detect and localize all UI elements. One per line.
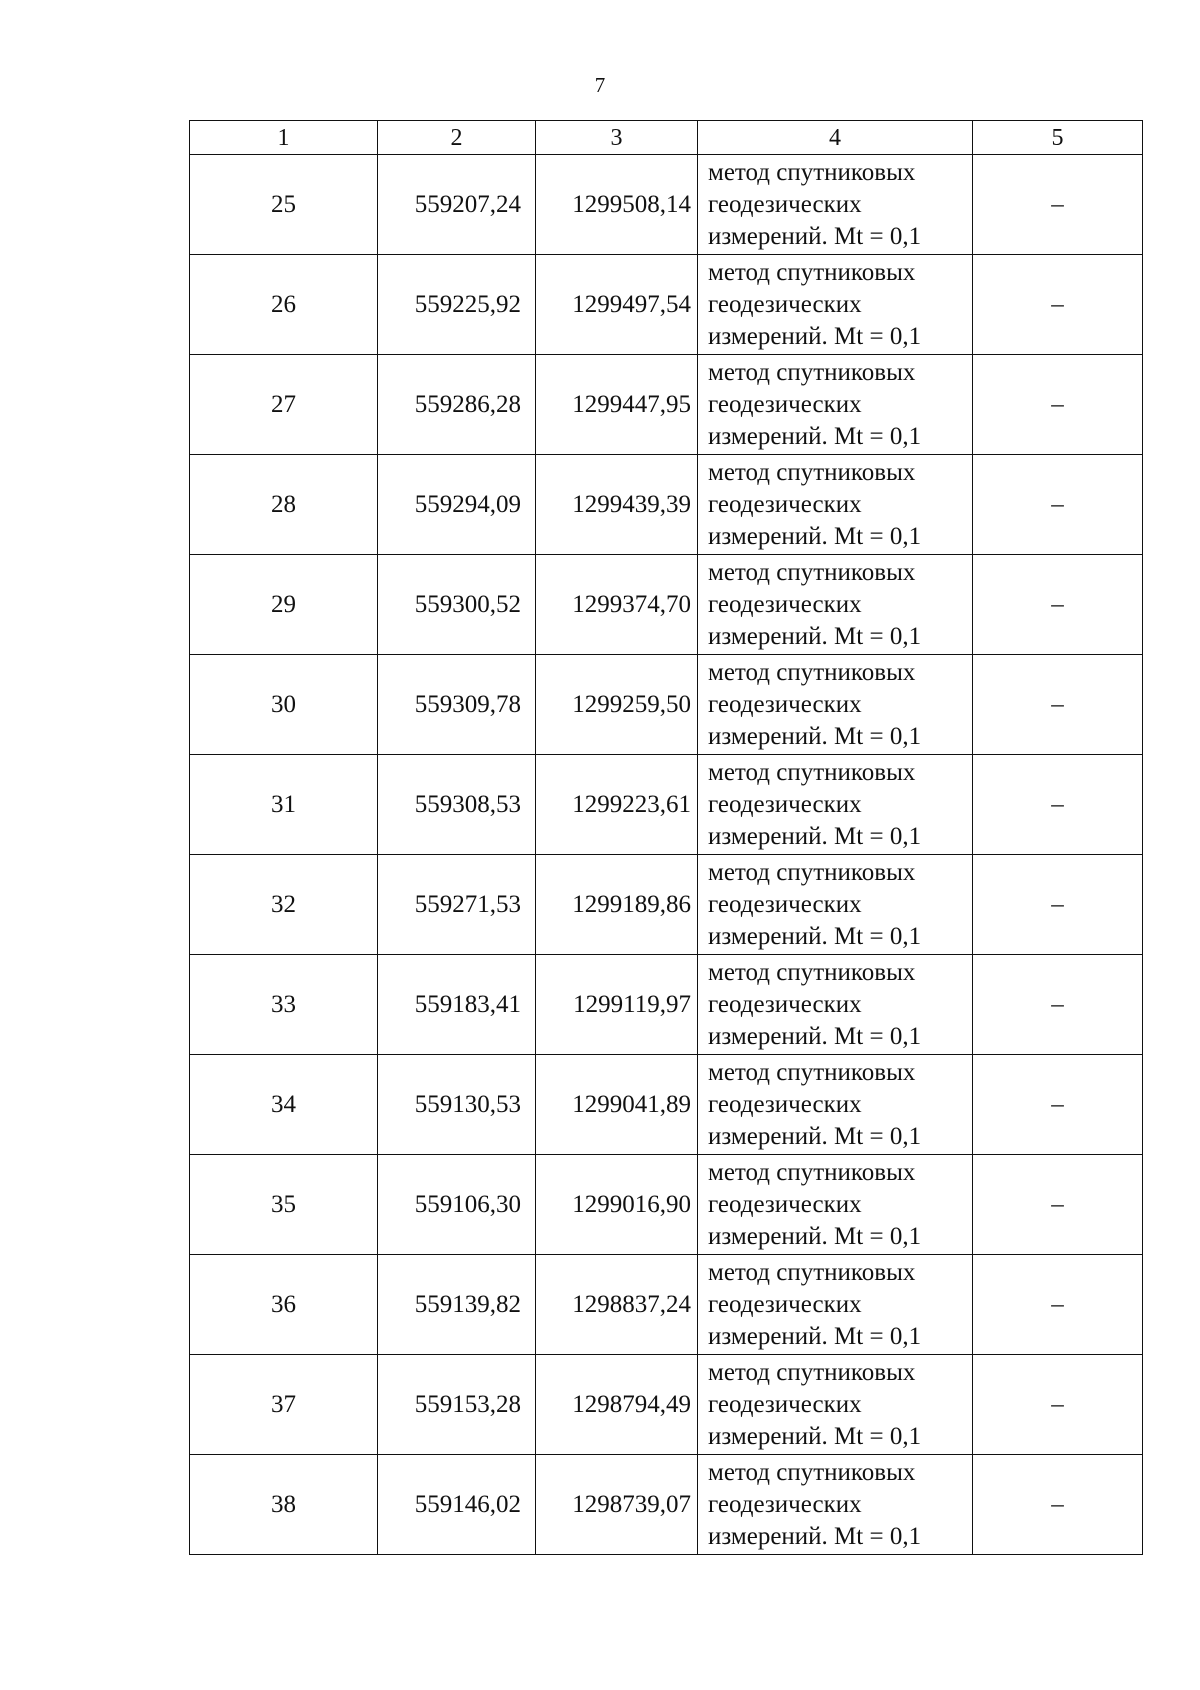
coordinate-x-cell: 559294,09	[378, 455, 536, 555]
description-cell: –	[973, 1255, 1143, 1355]
method-cell	[698, 955, 973, 1055]
method-line-3: измерений. Mt = 0,1	[708, 222, 922, 250]
coordinate-y-cell: 1299119,97	[536, 955, 698, 1055]
method-line-2: геодезических	[708, 1090, 862, 1118]
method-cell	[698, 855, 973, 955]
point-number-cell: 33	[190, 955, 378, 1055]
method-line-1: метод спутниковых	[708, 1458, 916, 1486]
point-number-cell: 37	[190, 1355, 378, 1455]
coordinate-x-cell: 559139,82	[378, 1255, 536, 1355]
method-line-1: метод спутниковых	[708, 1158, 916, 1186]
method-line-2: геодезических	[708, 290, 862, 318]
header-row	[190, 121, 1143, 155]
coordinate-x-cell: 559300,52	[378, 555, 536, 655]
method-line-1: метод спутниковых	[708, 458, 916, 486]
coordinate-x-cell: 559130,53	[378, 1055, 536, 1155]
method-line-3: измерений. Mt = 0,1	[708, 822, 922, 850]
table-row	[190, 155, 1143, 255]
table-header	[190, 121, 1143, 155]
description-cell: –	[973, 655, 1143, 755]
method-line-3: измерений. Mt = 0,1	[708, 1522, 922, 1550]
coordinate-x-cell: 559146,02	[378, 1455, 536, 1555]
coordinate-y-cell: 1299041,89	[536, 1055, 698, 1155]
description-cell: –	[973, 1355, 1143, 1455]
point-number-cell: 32	[190, 855, 378, 955]
method-line-3: измерений. Mt = 0,1	[708, 1222, 922, 1250]
method-cell	[698, 1155, 973, 1255]
table-row	[190, 1155, 1143, 1255]
method-line-1: метод спутниковых	[708, 558, 916, 586]
description-cell: –	[973, 555, 1143, 655]
header-cell-4: 4	[698, 121, 973, 155]
description-cell: –	[973, 255, 1143, 355]
method-line-1: метод спутниковых	[708, 758, 916, 786]
method-line-1: метод спутниковых	[708, 158, 916, 186]
method-line-2: геодезических	[708, 1290, 862, 1318]
method-line-3: измерений. Mt = 0,1	[708, 422, 922, 450]
description-cell: –	[973, 455, 1143, 555]
coordinate-x-cell: 559286,28	[378, 355, 536, 455]
coordinates-table	[189, 120, 1143, 1555]
method-line-1: метод спутниковых	[708, 1358, 916, 1386]
method-line-2: геодезических	[708, 990, 862, 1018]
method-line-1: метод спутниковых	[708, 958, 916, 986]
method-cell	[698, 1355, 973, 1455]
table-row	[190, 855, 1143, 955]
method-line-1: метод спутниковых	[708, 358, 916, 386]
coordinate-y-cell: 1298837,24	[536, 1255, 698, 1355]
method-cell	[698, 1255, 973, 1355]
point-number-cell: 35	[190, 1155, 378, 1255]
coordinate-y-cell: 1299016,90	[536, 1155, 698, 1255]
coordinate-x-cell: 559183,41	[378, 955, 536, 1055]
method-cell	[698, 555, 973, 655]
point-number-cell: 25	[190, 155, 378, 255]
coordinate-x-cell: 559309,78	[378, 655, 536, 755]
method-line-2: геодезических	[708, 190, 862, 218]
table-row	[190, 555, 1143, 655]
method-line-3: измерений. Mt = 0,1	[708, 922, 922, 950]
method-line-1: метод спутниковых	[708, 1258, 916, 1286]
point-number-cell: 29	[190, 555, 378, 655]
description-cell: –	[973, 1455, 1143, 1555]
method-line-2: геодезических	[708, 690, 862, 718]
coordinate-y-cell: 1299259,50	[536, 655, 698, 755]
method-cell	[698, 455, 973, 555]
method-cell	[698, 155, 973, 255]
method-cell	[698, 655, 973, 755]
coordinate-y-cell: 1298794,49	[536, 1355, 698, 1455]
table-row	[190, 1055, 1143, 1155]
point-number-cell: 34	[190, 1055, 378, 1155]
header-cell-5: 5	[973, 121, 1143, 155]
coordinate-y-cell: 1299508,14	[536, 155, 698, 255]
method-cell	[698, 1055, 973, 1155]
coordinate-x-cell: 559207,24	[378, 155, 536, 255]
method-line-3: измерений. Mt = 0,1	[708, 1022, 922, 1050]
method-line-1: метод спутниковых	[708, 1058, 916, 1086]
coordinate-y-cell: 1298739,07	[536, 1455, 698, 1555]
table-body	[190, 155, 1143, 1555]
method-line-1: метод спутниковых	[708, 858, 916, 886]
description-cell: –	[973, 955, 1143, 1055]
method-line-2: геодезических	[708, 790, 862, 818]
table-row	[190, 355, 1143, 455]
method-line-3: измерений. Mt = 0,1	[708, 1322, 922, 1350]
method-line-2: геодезических	[708, 590, 862, 618]
table-row	[190, 955, 1143, 1055]
page-number: 7	[594, 73, 606, 97]
table-row	[190, 1255, 1143, 1355]
header-cell-3: 3	[536, 121, 698, 155]
point-number-cell: 36	[190, 1255, 378, 1355]
table-row	[190, 1355, 1143, 1455]
point-number-cell: 28	[190, 455, 378, 555]
description-cell: –	[973, 1155, 1143, 1255]
description-cell: –	[973, 855, 1143, 955]
method-line-3: измерений. Mt = 0,1	[708, 622, 922, 650]
method-line-2: геодезических	[708, 890, 862, 918]
coordinate-x-cell: 559271,53	[378, 855, 536, 955]
coordinate-y-cell: 1299497,54	[536, 255, 698, 355]
method-line-2: геодезических	[708, 490, 862, 518]
coordinate-x-cell: 559153,28	[378, 1355, 536, 1455]
coordinate-y-cell: 1299447,95	[536, 355, 698, 455]
method-line-3: измерений. Mt = 0,1	[708, 522, 922, 550]
description-cell: –	[973, 755, 1143, 855]
method-line-1: метод спутниковых	[708, 658, 916, 686]
method-line-3: измерений. Mt = 0,1	[708, 322, 922, 350]
method-cell	[698, 355, 973, 455]
method-line-3: измерений. Mt = 0,1	[708, 1422, 922, 1450]
coordinate-y-cell: 1299189,86	[536, 855, 698, 955]
method-line-2: геодезических	[708, 390, 862, 418]
method-line-3: измерений. Mt = 0,1	[708, 1122, 922, 1150]
method-line-2: геодезических	[708, 1490, 862, 1518]
description-cell: –	[973, 355, 1143, 455]
point-number-cell: 30	[190, 655, 378, 755]
table-row	[190, 1455, 1143, 1555]
description-cell: –	[973, 155, 1143, 255]
method-line-2: геодезических	[708, 1390, 862, 1418]
method-line-3: измерений. Mt = 0,1	[708, 722, 922, 750]
coordinate-x-cell: 559106,30	[378, 1155, 536, 1255]
point-number-cell: 38	[190, 1455, 378, 1555]
method-cell	[698, 1455, 973, 1555]
table-row	[190, 755, 1143, 855]
method-cell	[698, 255, 973, 355]
coordinate-y-cell: 1299223,61	[536, 755, 698, 855]
coordinate-x-cell: 559308,53	[378, 755, 536, 855]
header-cell-1: 1	[190, 121, 378, 155]
coordinate-x-cell: 559225,92	[378, 255, 536, 355]
description-cell: –	[973, 1055, 1143, 1155]
table-row	[190, 455, 1143, 555]
table-row	[190, 255, 1143, 355]
coordinates-table-container	[189, 120, 1143, 1555]
point-number-cell: 31	[190, 755, 378, 855]
table-row	[190, 655, 1143, 755]
method-line-1: метод спутниковых	[708, 258, 916, 286]
method-line-2: геодезических	[708, 1190, 862, 1218]
point-number-cell: 26	[190, 255, 378, 355]
coordinate-y-cell: 1299374,70	[536, 555, 698, 655]
point-number-cell: 27	[190, 355, 378, 455]
header-cell-2: 2	[378, 121, 536, 155]
method-cell	[698, 755, 973, 855]
coordinate-y-cell: 1299439,39	[536, 455, 698, 555]
